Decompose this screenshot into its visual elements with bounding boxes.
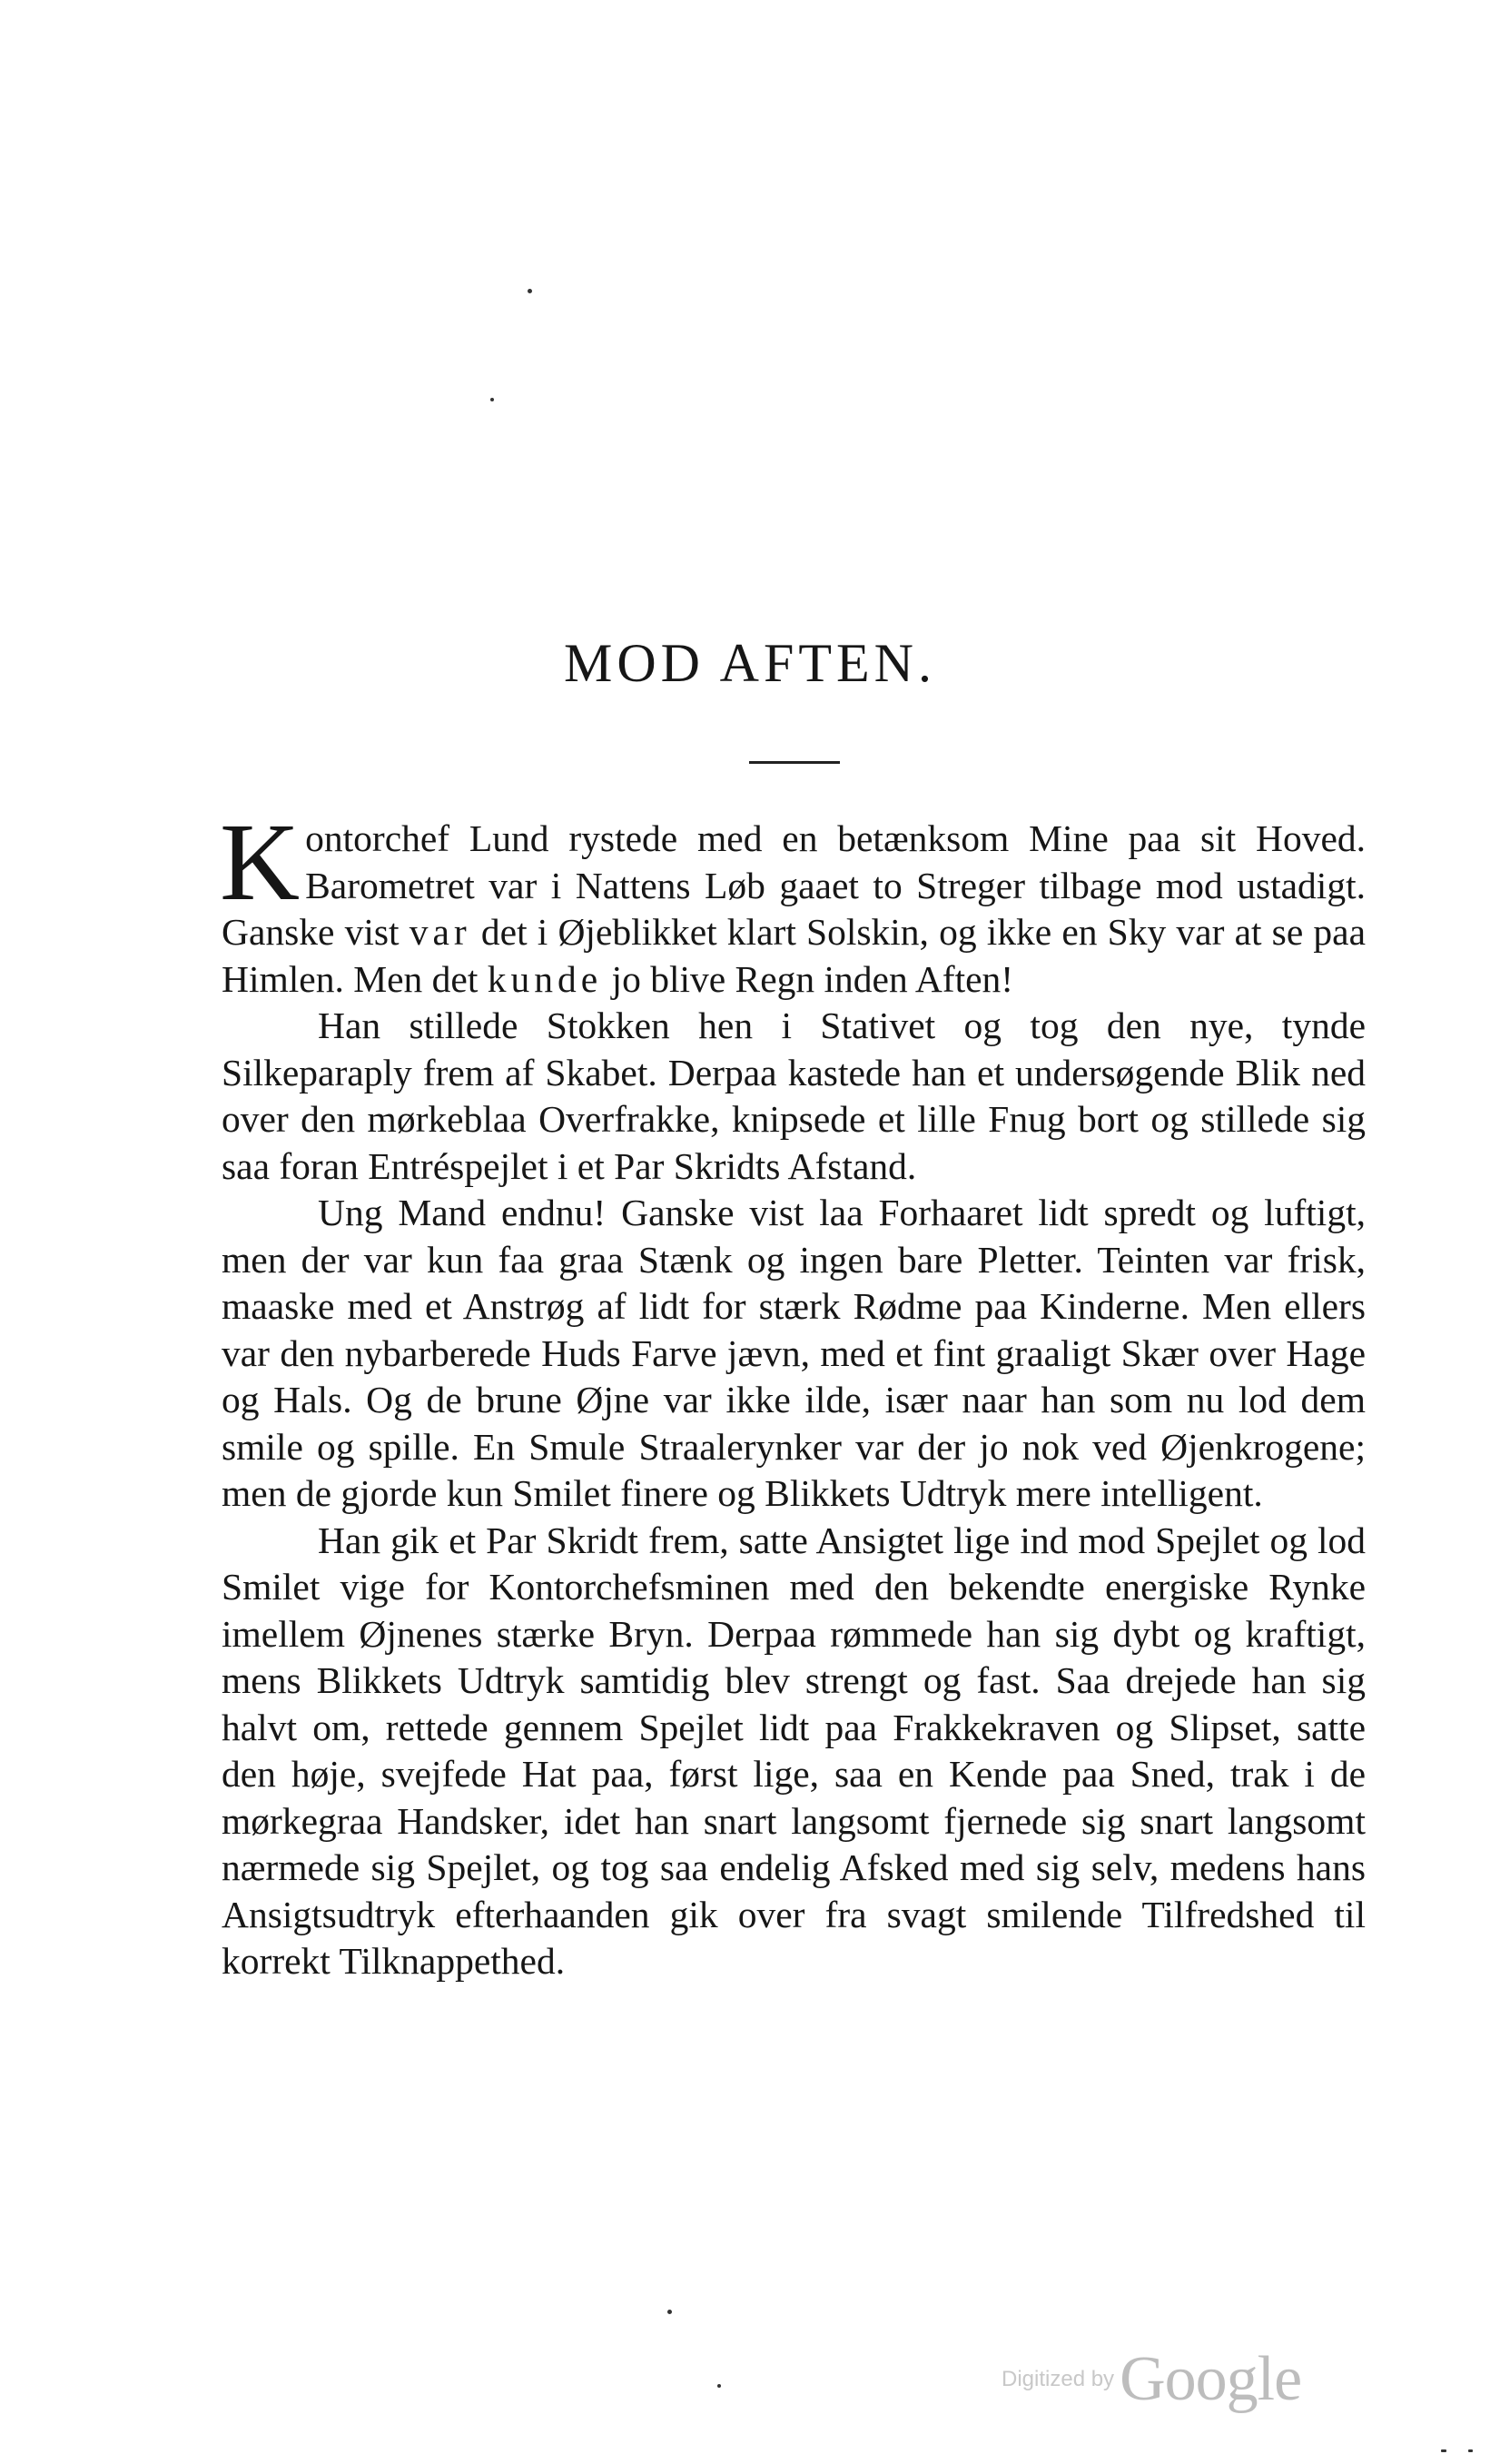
digitized-watermark [1002, 2343, 1301, 2416]
paragraph-text: ontorchef Lund rystede med en betænksom Mine paa sit Hoved. Barometret var i Nattens Løb gaaet to Streger tilbage mod ustadigt. Ganske vist [222, 817, 1366, 953]
print-speck [490, 398, 494, 401]
print-speck [717, 2384, 721, 2388]
print-speck [1441, 2449, 1446, 2452]
chapter-title: MOD AFTEN. [563, 633, 937, 693]
chapter-body [220, 801, 1366, 1985]
emphasized-word: kunde [487, 957, 603, 1000]
paragraph-3: Ung Mand endnu! Ganske vist laa Forhaaret lidt spredt og luftigt, men der var kun faa graa Stænk og ingen bare Pletter. Teinten var frisk, maaske med et Anstrøg af lidt for stærk Rødme paa Kinderne. Men ellers var den nybarberede Huds Farve jævn, med et fint graaligt Skær over Hage og Hals. Og de brune Øjne var ikke ilde, især naar han som nu lod dem smile og spille. En Smule Straalerynker var der jo nok ved Øjenkrogene; men de gjorde kun Smilet finere og Blikkets Udtryk mere intelligent. [222, 1192, 1366, 1514]
print-speck [667, 2310, 672, 2314]
emphasized-word: var [409, 911, 471, 953]
google-logo: Google [1120, 2344, 1302, 2414]
watermark-prefix: Digitized by [1002, 2367, 1115, 2391]
title-divider [749, 761, 840, 764]
paragraph-2: Han stillede Stokken hen i Stativet og tog den nye, tynde Silkeparaply frem af Skabet. Derpaa kastede han et undersøgende Blik ned over den mørkeblaa Overfrakke, knipsede et lille Fnug bort og stillede sig saa foran Entréspejlet i et Par Skridts Afstand. [222, 1004, 1366, 1187]
drop-cap: K [220, 801, 301, 924]
paragraph-4: Han gik et Par Skridt frem, satte Ansigtet lige ind mod Spejlet og lod Smilet vige for Kontorchefsminen med den bekendte energiske Rynke imellem Øjnenes stærke Bryn. Derpaa rømmede han sig dybt og kraftigt, mens Blikkets Udtryk samtidig blev strengt og fast. Saa drejede han sig halvt om, rettede gennem Spejlet lidt paa Frakkekraven og Slipset, satte den høje, svejfede Hat paa, først lige, saa en Kende paa Sned, trak i de mørkegraa Handsker, idet han snart langsomt fjernede sig snart langsomt nærmede sig Spejlet, og tog saa endelig Afsked med sig selv, medens hans Ansigtsudtryk efterhaanden gik over fra svagt smilende Tilfredshed til korrekt Tilknappethed. [222, 1519, 1366, 1982]
print-speck [1468, 2449, 1473, 2452]
print-speck [528, 289, 532, 293]
paragraph-text: det i Øjeblikket klart Solskin, og ikke en Sky var at se paa Himlen. Men det [222, 911, 1366, 1000]
paragraph-1 [220, 801, 1366, 1003]
paragraph-text: jo blive Regn inden Aften! [602, 957, 1014, 1000]
